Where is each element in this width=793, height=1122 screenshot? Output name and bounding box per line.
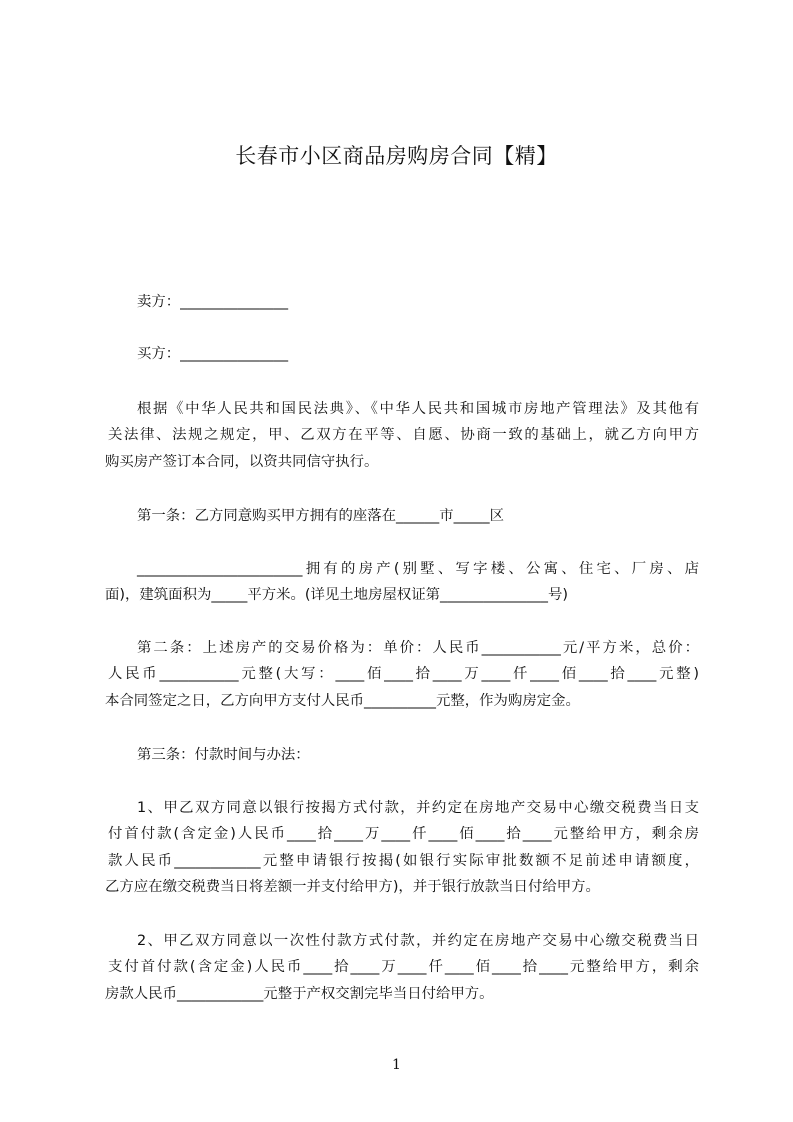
document-title: 长春市小区商品房购房合同【精】 [235,144,558,168]
article-2-line: 人民币___________元整(大写：____佰____拾____万____仟____佰____拾____元整) [108,666,699,682]
clause-1-line: 1、甲乙双方同意以银行按揭方式付款，并约定在房地产交易中心缴交税费当日支 [137,800,699,816]
article-1-line: 第一条：乙方同意购买甲方拥有的座落在______市_____区 [137,508,504,524]
clause-2-line: 支付首付款(含定金)人民币____拾____万____仟____佰____拾____元整给甲方，剩余 [108,959,699,975]
article-1-line: _______________________拥有的房产(别墅、写字楼、公寓、住宅、厂房、店 [137,561,699,577]
article-3-heading: 第三条：付款时间与办法： [137,747,310,763]
page-number: 1 [392,1057,401,1073]
clause-1-line: 付首付款(含定金)人民币____拾____万____仟____佰____拾____元整给甲方，剩余房 [108,826,699,842]
clause-1-line: 乙方应在缴交税费当日将差额一并支付给甲方)，并于银行放款当日付给甲方。 [105,879,600,895]
clause-2-line: 2、甲乙双方同意以一次性付款方式付款，并约定在房地产交易中心缴交税费当日 [137,933,699,949]
article-1-line: 面)，建筑面积为_____平方米。(详见土地房屋权证第_______________号) [105,587,568,603]
preamble-line: 根据《中华人民共和国民法典》、《中华人民共和国城市房地产管理法》及其他有 [137,401,699,417]
clause-1-line: 款人民币____________元整申请银行按揭(如银行实际审批数额不足前述申请额度， [108,853,699,869]
buyer-line: 买方：_______________ [137,346,289,362]
preamble-line: 关法律、法规之规定，甲、乙双方在平等、自愿、协商一致的基础上，就乙方向甲方 [108,427,699,443]
clause-2-line: 房款人民币____________元整于产权交割完毕当日付给甲方。 [105,986,494,1002]
seller-line: 卖方：_______________ [137,294,289,310]
article-2-line: 第二条：上述房产的交易价格为：单价：人民币___________元/平方米，总价： [137,640,699,656]
preamble-line: 购买房产签订本合同，以资共同信守执行。 [105,454,379,470]
article-2-line: 本合同签定之日，乙方向甲方支付人民币__________元整，作为购房定金。 [105,693,580,709]
